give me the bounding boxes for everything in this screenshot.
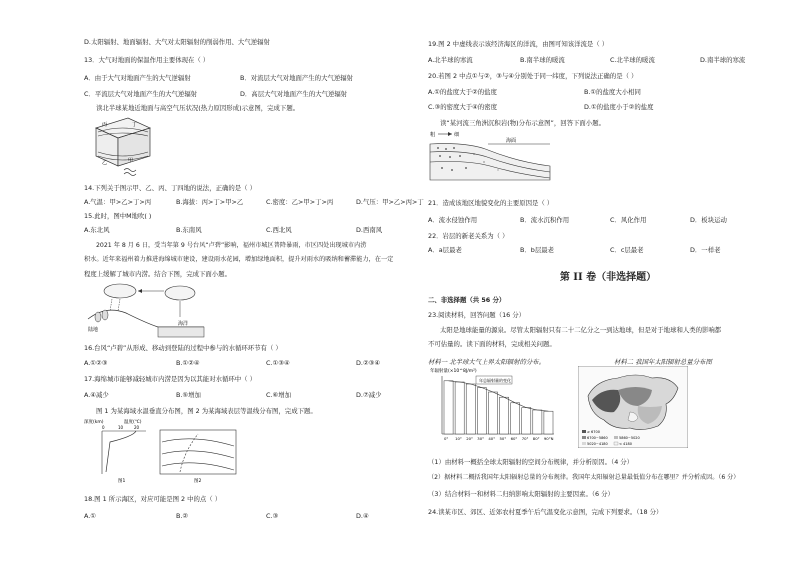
fig3-caption-1: 图1	[118, 479, 126, 484]
pressure-diagram	[88, 114, 158, 176]
map-legend-2: 6700~5860	[587, 436, 608, 440]
q14-option-a[interactable]: A.气温：甲>乙>丁>丙	[84, 198, 152, 206]
read-instruction-1: 读北半球某地近地面与高空气压状况(热力原因形成)示意图，完成下题。	[96, 104, 300, 112]
q21-option-a[interactable]: A．流水侵蚀作用	[428, 216, 478, 224]
fig3-temp-label: 温度(℃)	[124, 420, 142, 425]
material-2-title: 材料二 我国年太阳辐射总量分布图	[614, 358, 712, 366]
chart-bar	[488, 392, 497, 434]
chart-xtick: 80°	[532, 436, 540, 441]
typhoon-paragraph-1: 2021 年 8 月 6 日，受当年第 9 号台风“卢碧”影响，福州市城区普降暴雨，市区四处出现城市内涝	[96, 242, 367, 249]
q17-option-c[interactable]: C.⑥增加	[266, 391, 292, 399]
q22-option-c[interactable]: C．c层最老	[610, 246, 644, 254]
q18-option-b[interactable]: B.②	[176, 512, 189, 520]
q19-stem: 19.图 2 中虚线表示该经济海区的洋流，由图可知该洋流是（ ）	[428, 40, 609, 48]
q18-option-d[interactable]: D.④	[356, 512, 369, 520]
read-instruction-4: 读“某河流三角洲沉积岩(物)分布示意图”，回答下面小题。	[440, 119, 605, 127]
fig2-sea-label: 海洋	[178, 321, 189, 327]
q15-option-d[interactable]: D.西南风	[356, 226, 383, 234]
chart-bar	[533, 410, 542, 434]
q23-part-2: （2）据材料二概括我国年太阳辐射总量的分布规律。我国年太阳辐射总量最低值分布在哪里？并分析成因。（6 分）	[428, 474, 740, 481]
read-instruction-3: 图 1 为某海域水温垂直分布图，图 2 为某海域表层等温线分布图，完成下题。	[96, 407, 317, 415]
q18-stem: 18.图 1 所示海区，对应可能是图 2 中的点（ ）	[84, 495, 222, 503]
q20-option-d[interactable]: D.①的盐度小于②的盐度	[584, 103, 654, 111]
chart-xtick: 50°	[499, 436, 507, 441]
fig3-caption-2: 图2	[194, 479, 202, 484]
chart-bar	[466, 384, 475, 434]
q23-part-1: （1）由材料一概括全球太阳辐射的空间分布规律，并分析原因。（4 分）	[428, 458, 634, 466]
q17-option-a[interactable]: A.④减少	[84, 391, 109, 399]
chart-xtick: 40°	[488, 436, 496, 441]
fig4-coarse-label: 粗	[430, 132, 436, 138]
left-column	[84, 0, 444, 562]
chart-xtick: 30°	[477, 436, 485, 441]
q12-option-d[interactable]: D.太阳辐射、地面辐射、大气对太阳辐射的削弱作用、大气逆辐射	[84, 38, 270, 46]
q21-option-d[interactable]: D．板块运动	[690, 216, 727, 224]
radiation-bar-chart	[428, 366, 558, 444]
chart-bar	[477, 388, 486, 434]
map-legend-1: ≥ 6700	[587, 430, 600, 434]
q19-option-d[interactable]: D.南半球的寒流	[700, 56, 746, 64]
q21-option-b[interactable]: B．流水沉积作用	[520, 216, 570, 224]
material-text-1: 太阳是地球能量的源泉。尽管太阳辐射只有二十二亿分之一到达地球，但是对于地球和人类的影响都	[440, 326, 722, 334]
fig1-label-a: 甲	[128, 158, 134, 164]
q21-stem: 21．造成该地区地貌变化的主要原因是（ ）	[428, 199, 554, 207]
material-1-title: 材料一 北半球大气上界太阳辐射的分布。	[428, 358, 546, 366]
q13-stem: 13．大气对地面的保温作用主要体现在（ ）	[84, 56, 210, 64]
chart-xtick: 0°	[444, 436, 449, 441]
q15-option-c[interactable]: C.西北风	[266, 226, 292, 234]
chart-bar	[511, 403, 520, 434]
chart-xtick: 90°N	[543, 436, 554, 441]
map-legend-4: 5020~4180	[587, 442, 608, 446]
fig1-label-d: 丁	[132, 122, 138, 128]
chart-xtick: 20°	[466, 436, 473, 441]
q14-option-c[interactable]: C.密度：乙>甲>丁>丙	[266, 198, 334, 206]
typhoon-paragraph-2: 积水。近年来福州着力推进海绵城市建设，建设雨水花园，增加绿地面积，提升对雨水的吸纳和蓄滞能力，在一定	[84, 256, 394, 263]
q16-option-b[interactable]: B.①②④	[176, 359, 200, 367]
q15-option-a[interactable]: A.东北风	[84, 226, 110, 234]
q17-option-b[interactable]: B.⑤增加	[176, 391, 201, 399]
chart-bar	[455, 382, 464, 434]
q20-option-b[interactable]: B.①的盐度大小相同	[584, 88, 641, 96]
fig3-depth-label: 深度(km)	[84, 420, 104, 425]
fig3-tick-20: 20	[134, 425, 140, 430]
chart-xtick: 60°	[510, 436, 518, 441]
q13-option-b[interactable]: B．对流层大气对地面产生的大气逆辐射	[240, 74, 354, 82]
q16-stem: 16.台风“卢碧”从形成、移动到登陆的过程中参与的水循环环节有（ ）	[84, 344, 282, 352]
q20-option-c[interactable]: C.③的密度大于④的密度	[428, 103, 498, 111]
chart-bar	[544, 411, 553, 434]
q15-option-b[interactable]: B.东南风	[176, 226, 202, 234]
q19-option-a[interactable]: A.北半球的寒流	[428, 56, 473, 64]
q17-stem: 17.海绵城市能够减轻城市内涝是因为以其能对水循环中（ ）	[84, 375, 256, 383]
chart-xtick: 70°	[521, 436, 529, 441]
fig3-tick-0: 0	[102, 425, 105, 430]
q22-option-b[interactable]: B．b层最老	[520, 246, 555, 254]
q22-stem: 22．岩层的新老关系为（ ）	[428, 232, 509, 240]
fig2-land-label: 陆地	[88, 327, 99, 333]
q13-option-a[interactable]: A．由于大气对地面产生的大气逆辐射	[84, 74, 191, 82]
fig1-label-b: 乙	[102, 160, 108, 166]
chart-ylabel: 年辐射量(×10^8J/m²)	[430, 369, 477, 374]
q21-option-c[interactable]: C．风化作用	[610, 216, 647, 224]
q18-option-a[interactable]: A.①	[84, 512, 97, 520]
section-title: 第 II 卷（非选择题）	[559, 272, 657, 283]
q16-option-c[interactable]: C.①③④	[266, 359, 290, 367]
chart-bar	[500, 397, 509, 434]
material-text-2: 不可估量的。读下面的材料，完成相关问题。	[428, 340, 556, 348]
chart-bar	[522, 408, 531, 434]
chart-bar	[444, 381, 453, 434]
china-radiation-map	[578, 366, 688, 448]
map-legend-3: 5860~5020	[619, 436, 640, 440]
water-cycle-diagram	[86, 279, 206, 341]
q19-option-b[interactable]: B.南半球的暖流	[520, 56, 565, 64]
q14-option-b[interactable]: B.海拔：丙>丁>甲>乙	[176, 198, 244, 206]
q19-option-c[interactable]: C.北半球的暖流	[610, 56, 655, 64]
q23-stem: 23.阅读材料，回答问题（16 分）	[428, 311, 526, 319]
q20-stem: 20.若图 2 中点①与②，③与④分别处于同一纬度，下列说法正确的是（ ）	[428, 72, 638, 80]
q18-option-c[interactable]: C.③	[266, 512, 279, 520]
ocean-temperature-figures	[84, 416, 254, 486]
q13-option-d[interactable]: D．高层大气对地面产生的大气逆辐射	[240, 90, 348, 98]
fig4-sea-label: 海面	[506, 138, 517, 144]
chart-xtick: 10°	[455, 436, 462, 441]
q23-part-3: （3）结合材料一和材料二归纳影响太阳辐射的主要因素。（6 分）	[428, 490, 614, 498]
fig3-tick-10: 10	[118, 425, 124, 430]
q24-stem: 24.读某市区、郊区、近郊农村夏季午后气温变化示意图，完成下列要求。（18 分）	[428, 508, 663, 516]
q14-stem: 14.下列关于图示甲、乙、丙、丁四地的说法，正确的是（ ）	[84, 184, 256, 192]
q16-option-d[interactable]: D.②③④	[356, 359, 381, 367]
q20-option-a[interactable]: A.①的盐度大于②的盐度	[428, 88, 497, 96]
delta-sediment-diagram	[428, 128, 552, 182]
map-legend-5: < 4180	[619, 442, 632, 446]
chart-legend: 年总辐射量的变化	[479, 378, 511, 383]
right-column	[428, 0, 788, 562]
part2-heading: 二、非选择题（共 56 分）	[428, 296, 506, 304]
fig1-label-c: 丙	[102, 122, 108, 128]
q15-stem: 15.此时，图中M地吹( )	[84, 212, 152, 220]
q22-option-a[interactable]: A．a层最老	[428, 246, 462, 254]
q17-option-d[interactable]: D.⑦减少	[356, 391, 382, 399]
q14-option-d[interactable]: D.气压：甲>乙>丙>丁	[356, 198, 424, 206]
q22-option-d[interactable]: D．一样老	[690, 246, 721, 254]
q16-option-a[interactable]: A.①②③	[84, 359, 108, 367]
typhoon-paragraph-3: 程度上缓解了城市内涝。结合下图，完成下面小题。	[84, 270, 231, 278]
fig4-fine-label: 细	[454, 132, 460, 138]
q13-option-c[interactable]: C．平流层大气对地面产生的大气逆辐射	[84, 90, 198, 98]
